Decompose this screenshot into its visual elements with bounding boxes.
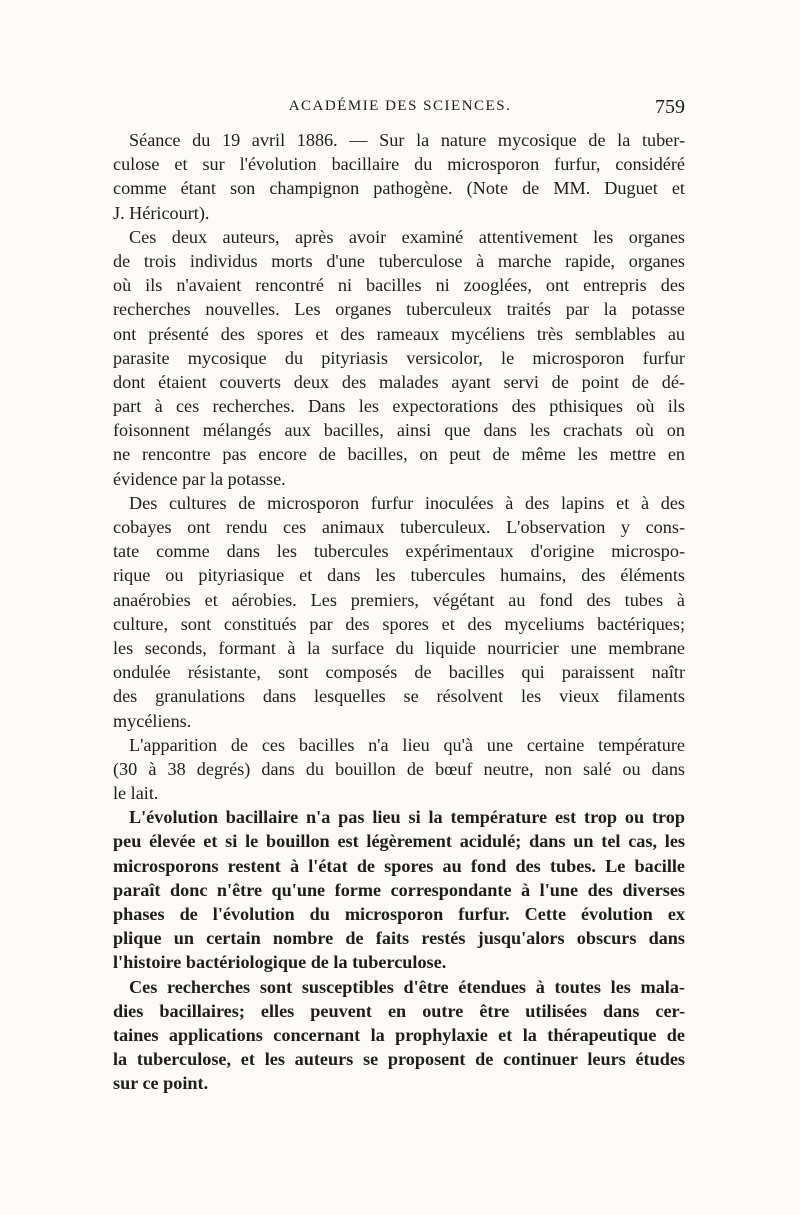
text-line: ondulée résistante, sont composés de bacilles qui paraissent naîtr [113, 662, 685, 683]
text-line: rique ou pityriasique et dans les tubercules humains, des éléments [113, 565, 685, 586]
body-text [113, 128, 685, 1096]
text-line: dies bacillaires; elles peuvent en outre être utilisées dans cer- [113, 1000, 685, 1021]
text-line: anaérobies et aérobies. Les premiers, végétant au fond des tubes à [113, 589, 685, 610]
text-line: Des cultures de microsporon furfur inoculées à des lapins et à des [129, 492, 685, 513]
text-line: culture, sont constitués par des spores et des myceliums bactériques; [113, 613, 685, 634]
text-line: le lait. [113, 783, 159, 804]
text-line: les seconds, formant à la surface du liquide nourricier une membrane [113, 637, 685, 658]
text-line: ont présenté des spores et des rameaux mycéliens très semblables au [113, 323, 685, 344]
text-line: parasite mycosique du pityriasis versicolor, le microsporon furfur [113, 347, 685, 368]
text-line: cobayes ont rendu ces animaux tuberculeux. L'observation y cons- [113, 517, 685, 537]
text-line: part à ces recherches. Dans les expectorations des pthisiques où ils [113, 396, 685, 417]
paragraph-cultures [113, 491, 685, 733]
text-line: phases de l'évolution du microsporon furfur. Cette évolution ex [113, 904, 685, 924]
text-line: dont étaient couverts deux des malades ayant servi de point de dé- [113, 371, 685, 392]
text-line: ne rencontre pas encore de bacilles, on peut de même les mettre en [113, 444, 685, 465]
text-line: microsporons restent à l'état de spores au fond des tubes. Le bacille [113, 855, 685, 876]
paragraph-authors-findings [113, 225, 685, 491]
text-line: plique un certain nombre de faits restés jusqu'alors obscurs dans [113, 928, 685, 949]
paragraph-evolution [113, 805, 685, 974]
page-number: 759 [655, 96, 685, 118]
page-header [115, 96, 685, 120]
text-line: L'apparition de ces bacilles n'a lieu qu'à une certaine température [129, 734, 685, 755]
text-line: Ces deux auteurs, après avoir examiné attentivement les organes [129, 226, 685, 247]
text-line: la tuberculose, et les auteurs se proposent de continuer leurs études [113, 1049, 685, 1070]
paragraph-conclusion [113, 975, 685, 1096]
running-head: ACADÉMIE DES SCIENCES. [288, 98, 512, 114]
text-line: évidence par la potasse. [113, 468, 286, 489]
text-line: des granulations dans lesquelles se résolvent les vieux filaments [113, 686, 685, 707]
text-line: taines applications concernant la prophylaxie et la thérapeutique de [113, 1024, 685, 1045]
text-line: l'histoire bactériologique de la tuberculose. [113, 952, 447, 973]
text-line: peu élevée et si le bouillon est légèrement acidulé; dans un tel cas, les [113, 831, 685, 852]
text-line: foisonnent mélangés aux bacilles, ainsi que dans les crachats où on [113, 420, 685, 441]
text-line: tate comme dans les tubercules expérimentaux d'origine microspo- [113, 541, 685, 562]
text-line: J. Héricourt). [113, 202, 210, 223]
text-line: Séance du 19 avril 1886. — Sur la nature mycosique de la tuber- [129, 130, 685, 150]
text-line: mycéliens. [113, 710, 192, 731]
text-line: comme étant son champignon pathogène. (Note de MM. Duguet et [113, 178, 685, 199]
paragraph-apparition [113, 733, 685, 806]
text-line: culose et sur l'évolution bacillaire du microsporon furfur, considéré [113, 154, 685, 175]
text-line: où ils n'avaient rencontré ni bacilles ni zooglées, ont entrepris des [113, 275, 685, 296]
text-line: Ces recherches sont susceptibles d'être étendues à toutes les mala- [129, 976, 685, 997]
paragraph-seance-title [113, 128, 685, 225]
text-line: (30 à 38 degrés) dans du bouillon de bœuf neutre, non salé ou dans [113, 758, 685, 779]
text-line: paraît donc n'être qu'une forme correspondante à l'une des diverses [113, 879, 685, 900]
text-line: recherches nouvelles. Les organes tuberculeux traités par la potasse [113, 299, 685, 320]
text-line: sur ce point. [113, 1073, 209, 1094]
text-line: de trois individus morts d'une tuberculose à marche rapide, organes [113, 250, 685, 271]
text-line: L'évolution bacillaire n'a pas lieu si la température est trop ou trop [129, 807, 685, 828]
